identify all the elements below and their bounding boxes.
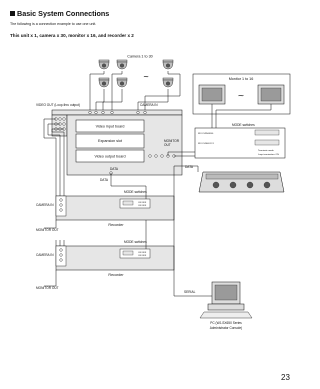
controller-term-mode-2: Loop termination: ON bbox=[258, 154, 279, 156]
data-label-rec: DATA bbox=[100, 178, 109, 182]
recorder-1-name: Recorder bbox=[108, 223, 124, 227]
recorder-2-camera-in: CAMERA IN bbox=[36, 253, 54, 257]
dome-camera-icon bbox=[163, 78, 173, 87]
camera-in-label: CAMERA IN bbox=[140, 103, 158, 107]
monitor-icon bbox=[258, 85, 284, 104]
expansion-slot-label: Expansion slot bbox=[98, 139, 122, 143]
recorder-1-on-off-2: ON OFF bbox=[138, 205, 147, 207]
video-input-board-label: Video input board bbox=[95, 124, 125, 129]
recorder-1-on-off: ON OFF bbox=[138, 202, 147, 204]
camera-group-label: Camera 1 to 30 bbox=[127, 54, 153, 59]
intro-text: The following is a connection example to use one unit. bbox=[10, 22, 97, 26]
monitor-out-label-bottom: OUT bbox=[164, 143, 171, 147]
serial-label: SERIAL bbox=[184, 290, 196, 294]
recorder-2-name: Recorder bbox=[108, 273, 124, 277]
pc-label-line2: Administrator Console) bbox=[209, 326, 243, 330]
video-out-label: VIDEO OUT (Loop-thru output) bbox=[36, 103, 80, 107]
recorder-2-monitor-out: MONITOR OUT bbox=[36, 286, 59, 290]
dome-camera-icon bbox=[99, 78, 109, 87]
camera-group bbox=[99, 60, 173, 87]
pc-label-line1: PC (WJ-SX650 Series bbox=[210, 321, 242, 325]
video-output-board-label: Video output board bbox=[94, 154, 126, 159]
pc-icon bbox=[200, 282, 252, 318]
controller-model-b: WV-CU360C/CJ bbox=[198, 143, 214, 145]
system-controller-icon bbox=[199, 172, 284, 192]
dome-camera-icon bbox=[163, 60, 173, 69]
tilde-monitor: ~ bbox=[237, 91, 245, 100]
controller-mode-label: MODE switches bbox=[232, 123, 255, 127]
dome-camera-icon bbox=[99, 60, 109, 69]
recorder-2-on-off-2: ON OFF bbox=[138, 255, 147, 257]
rear-panel-top bbox=[52, 110, 182, 115]
recorder-1 bbox=[56, 196, 174, 220]
controller-model-a: WV-CU950/650 bbox=[198, 133, 214, 135]
recorder-2 bbox=[56, 246, 174, 270]
recorder-2-mode-label: MODE switches bbox=[124, 240, 147, 244]
recorder-1-mode-label: MODE switches bbox=[124, 190, 147, 194]
configuration-subtitle: This unit x 1, camera x 30, monitor x 16, and recorder x 2 bbox=[10, 33, 134, 38]
video-out-cables bbox=[44, 119, 64, 246]
monitor-out-label-top: MONITOR bbox=[164, 139, 179, 143]
monitor-group-label: Monitor 1 to 16 bbox=[228, 77, 254, 81]
recorder-1-monitor-out: MONITOR OUT bbox=[36, 228, 59, 232]
controller-term-mode-1: Terminate mode bbox=[258, 150, 274, 152]
monitor-icon bbox=[199, 85, 225, 104]
dome-camera-icon bbox=[117, 60, 127, 69]
page-number: 23 bbox=[281, 373, 290, 382]
section-title-text: Basic System Connections bbox=[17, 9, 110, 18]
data-label-main: DATA bbox=[110, 167, 119, 171]
data-label-controller: DATA bbox=[185, 165, 194, 169]
tilde-camera: ~ bbox=[143, 73, 149, 81]
recorder-2-on-off: ON OFF bbox=[138, 252, 147, 254]
recorder-1-camera-in: CAMERA IN bbox=[36, 203, 54, 207]
dome-camera-icon bbox=[117, 78, 127, 87]
camera-cables bbox=[90, 71, 180, 110]
